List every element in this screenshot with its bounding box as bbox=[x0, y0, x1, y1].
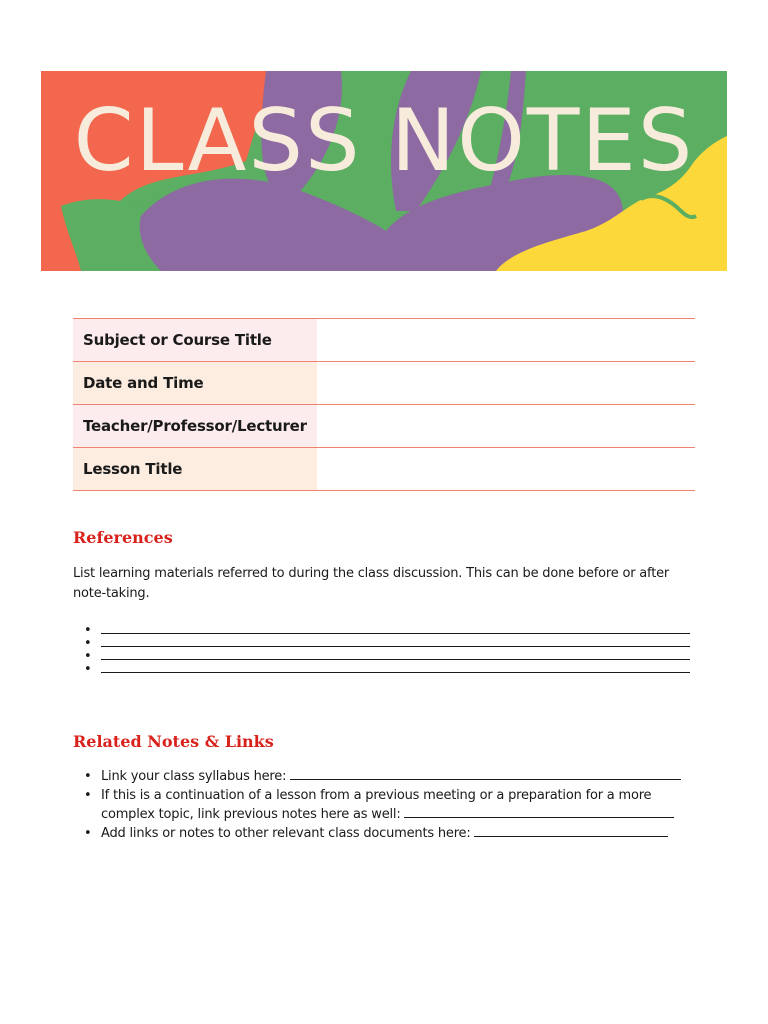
other-documents-blank[interactable] bbox=[474, 824, 668, 837]
bullet: • bbox=[84, 826, 92, 841]
date-time-label: Date and Time bbox=[73, 362, 317, 405]
previous-notes-blank[interactable] bbox=[404, 805, 674, 818]
blank-line[interactable] bbox=[101, 660, 690, 673]
bullet: • bbox=[84, 662, 92, 677]
references-description: List learning materials referred to during the class discussion. This can be done before or after note-taking. bbox=[73, 566, 670, 601]
related-notes-list bbox=[73, 767, 693, 843]
bullet: • bbox=[84, 636, 92, 651]
bullet: • bbox=[84, 623, 92, 638]
previous-notes-prompt: If this is a continuation of a lesson from a previous meeting or a preparation for a more complex topic, link previous notes here as well: bbox=[101, 788, 652, 822]
related-notes-heading: Related Notes & Links bbox=[73, 732, 274, 751]
class-info-table bbox=[73, 318, 695, 491]
lesson-title-field[interactable] bbox=[317, 448, 695, 491]
list-item bbox=[73, 786, 693, 824]
list-item bbox=[73, 767, 693, 786]
other-documents-prompt: Add links or notes to other relevant class documents here: bbox=[101, 826, 475, 841]
teacher-label: Teacher/Professor/Lecturer bbox=[73, 405, 317, 448]
teacher-field[interactable] bbox=[317, 405, 695, 448]
table-row-subject bbox=[73, 319, 695, 362]
table-row-date-time bbox=[73, 362, 695, 405]
subject-field[interactable] bbox=[317, 319, 695, 362]
blank-line[interactable] bbox=[101, 634, 690, 647]
syllabus-link-prompt: Link your class syllabus here: bbox=[101, 769, 291, 784]
list-item bbox=[73, 660, 693, 677]
syllabus-link-blank[interactable] bbox=[290, 767, 681, 780]
table-row-lesson-title bbox=[73, 448, 695, 491]
bullet: • bbox=[84, 788, 92, 803]
references-heading: References bbox=[73, 528, 173, 547]
bullet: • bbox=[84, 769, 92, 784]
blank-line[interactable] bbox=[101, 647, 690, 660]
subject-label: Subject or Course Title bbox=[73, 319, 317, 362]
list-item bbox=[73, 634, 693, 651]
blank-line[interactable] bbox=[101, 621, 690, 634]
lesson-title-label: Lesson Title bbox=[73, 448, 317, 491]
list-item bbox=[73, 621, 693, 638]
date-time-field[interactable] bbox=[317, 362, 695, 405]
table-row-teacher bbox=[73, 405, 695, 448]
page-title: CLASS NOTES bbox=[73, 91, 695, 191]
header-banner bbox=[41, 71, 727, 271]
references-list bbox=[73, 621, 693, 677]
bullet: • bbox=[84, 649, 92, 664]
list-item bbox=[73, 824, 693, 843]
list-item bbox=[73, 647, 693, 664]
